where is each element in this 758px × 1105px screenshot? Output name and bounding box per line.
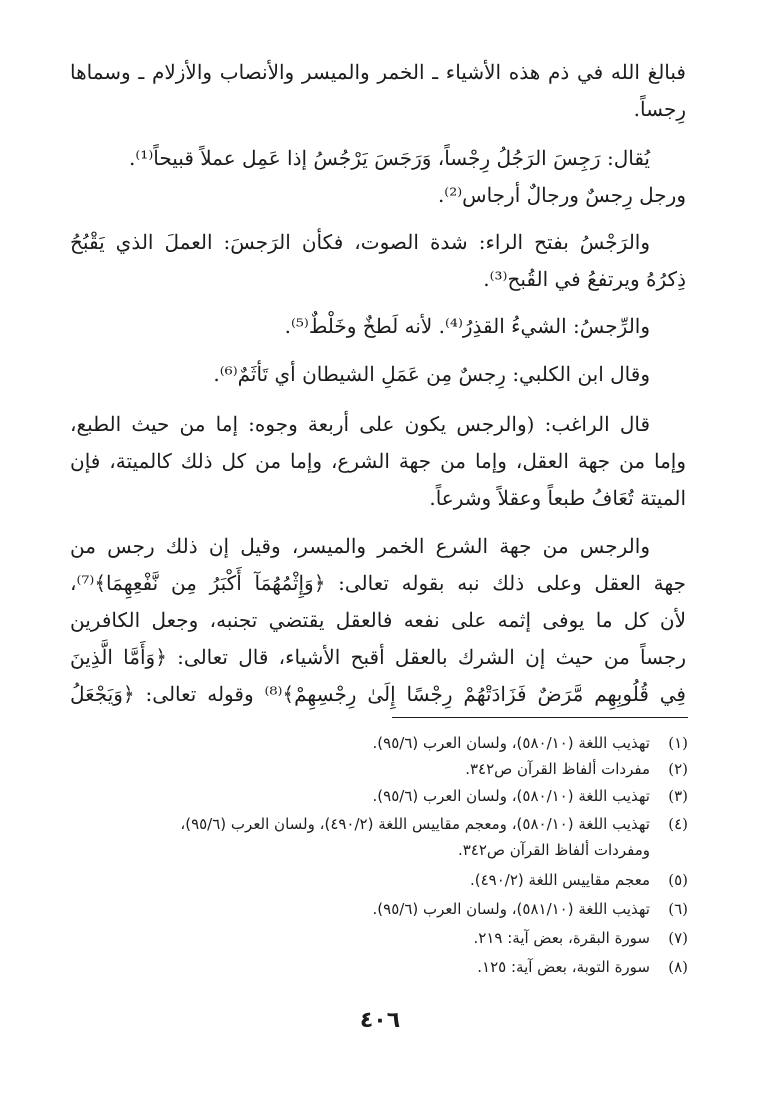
footnote-number: (٥) — [668, 871, 688, 889]
footnote-text: ومفردات ألفاظ القرآن ص٣٤٢. — [457, 841, 650, 859]
paragraph-2 — [70, 140, 686, 214]
footnote-text: تهذيب اللغة (٥٨٠/١٠)، ولسان العرب (٩٥/٦). — [372, 787, 650, 805]
footnote-item — [58, 955, 688, 980]
text-line: والرجس من جهة الشرع الخمر والميسر، وقيل إن ذلك رجس من — [70, 534, 650, 558]
paragraph-1 — [70, 54, 686, 128]
text-line: ورجل رِجسٌ ورجالٌ أرجاس⁽²⁾. — [437, 183, 686, 207]
text-line: رجساً من حيث إن الشرك بالعقل أقبح الأشياء، قال تعالى: ﴿وَأَمَّا الَّذِينَ — [70, 645, 686, 669]
footnote-text: مفردات ألفاظ القرآن ص٣٤٢. — [465, 760, 650, 778]
text-line: فبالغ الله في ذم هذه الأشياء ـ الخمر والميسر والأنصاب والأزلام ـ وسماها — [70, 60, 686, 84]
footnote-text: سورة التوبة، بعض آية: ١٢٥. — [477, 958, 650, 976]
paragraph-4 — [70, 308, 686, 345]
text-line: والرَجْسُ بفتح الراء: شدة الصوت، فكأن الرَجسَ: العملَ الذي يَقْبُحُ — [70, 230, 651, 254]
text-line: فِي قُلُوبِهِم مَّرَضٌ فَزَادَتْهُمْ رِجْسًا إِلَىٰ رِجْسِهِمْ﴾⁽⁸⁾ وقوله تعالى: ﴿وَيَجْعَلُ — [70, 682, 686, 706]
text-line: لأن كل ما يوفى إثمه على نفعه فالعقل يقتضي تجنبه، وجعل الكافرين — [70, 608, 686, 632]
footnote-text: سورة البقرة، بعض آية: ٢١٩. — [473, 929, 650, 947]
footnote-number: (٢) — [668, 760, 688, 778]
text-line: قال الراغب: (والرجس يكون على أربعة وجوه: إما من حيث الطبع، — [70, 412, 650, 436]
text-line: جهة العقل وعلى ذلك نبه بقوله تعالى: ﴿وَإِثْمُهُمَآ أَكْبَرُ مِن نَّفْعِهِمَا﴾⁽⁷⁾، — [70, 571, 686, 595]
footnote-number: (١) — [668, 734, 688, 752]
page-number: ٤٠٦ — [359, 1008, 401, 1033]
footnote-item — [58, 897, 688, 922]
paragraph-7 — [70, 528, 686, 713]
paragraph-3 — [70, 224, 686, 298]
text-line: والرِّجسُ: الشيءُ القذِرُ⁽⁴⁾. لأنه لَطخٌ وخَلْطٌ⁽⁵⁾. — [284, 314, 650, 338]
footnote-number: (٦) — [668, 900, 688, 918]
text-line: رِجساً. — [633, 97, 686, 121]
footnote-item — [58, 757, 688, 782]
footnote-continuation — [58, 838, 688, 863]
paragraph-6 — [70, 406, 686, 517]
text-line: يُقال: رَجِسَ الرَجُلُ رِجْساً، وَرَجَسَ يَرْجُسُ إذا عَمِل عملاً قبيحاً⁽¹⁾. — [129, 146, 650, 170]
footnote-divider — [392, 717, 688, 718]
footnote-item — [58, 731, 688, 756]
text-line: وإما من جهة العقل، وإما من جهة الشرع، وإما من كل ذلك كالميتة، فإن — [70, 449, 686, 473]
text-line: الميتة تُعَافُ طبعاً وعقلاً وشرعاً. — [429, 486, 686, 510]
text-line: ذِكرُهُ ويرتفعُ في القُبح⁽³⁾. — [483, 267, 686, 291]
footnote-number: (٨) — [668, 958, 688, 976]
footnote-number: (٣) — [668, 787, 688, 805]
footnote-number: (٧) — [668, 929, 688, 947]
text-line: وقال ابن الكلبي: رِجسٌ مِن عَمَلِ الشيطان أي تَأثَمٌ⁽⁶⁾. — [213, 362, 650, 386]
footnote-text: تهذيب اللغة (٥٨٠/١٠)، ومعجم مقاييس اللغة (٤٩٠/٢)، ولسان العرب (٩٥/٦)، — [180, 815, 650, 833]
footnote-text: تهذيب اللغة (٥٨٠/١٠)، ولسان العرب (٩٥/٦). — [372, 734, 650, 752]
paragraph-5 — [70, 356, 686, 393]
footnote-text: معجم مقاييس اللغة (٤٩٠/٢). — [470, 871, 650, 889]
footnote-item — [58, 868, 688, 893]
footnote-item — [58, 926, 688, 951]
footnote-text: تهذيب اللغة (٥٨١/١٠)، ولسان العرب (٩٥/٦). — [372, 900, 650, 918]
footnote-item — [58, 784, 688, 809]
footnote-number: (٤) — [668, 815, 688, 833]
footnote-item — [58, 812, 688, 837]
